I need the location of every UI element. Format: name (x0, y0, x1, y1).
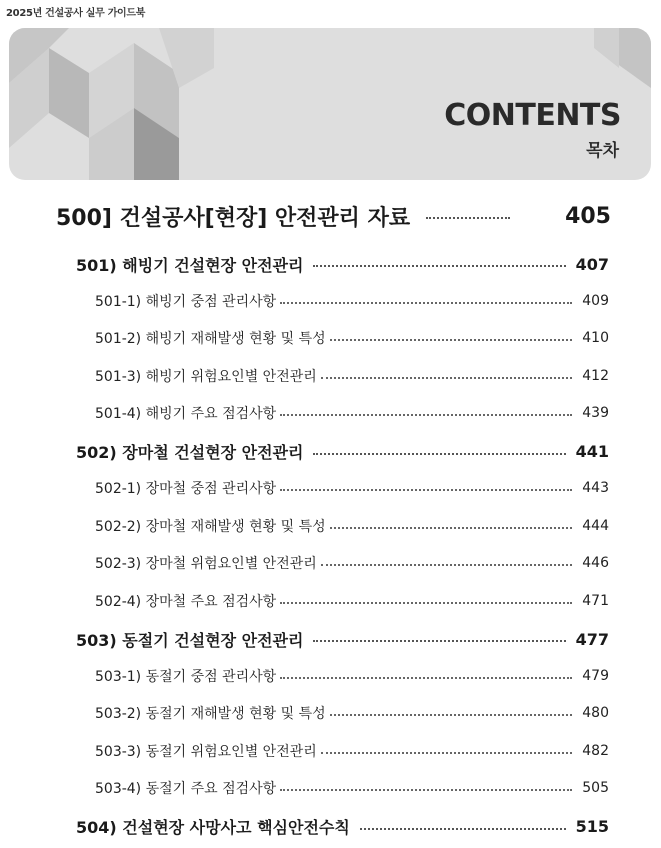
toc-subsection-page: 480 (582, 705, 609, 721)
toc-leader-dots (321, 564, 572, 566)
toc-leader-dots (360, 828, 566, 830)
contents-banner (9, 28, 651, 180)
toc-leader-dots (280, 602, 572, 604)
toc-section-entry[interactable] (76, 250, 609, 278)
toc-section-label: 501) 해빙기 건설현장 안전관리 (76, 255, 304, 275)
toc-subsection-entry[interactable] (95, 513, 609, 539)
toc-leader-dots (280, 789, 572, 791)
toc-leader-dots (426, 217, 510, 219)
toc-subsection-entry[interactable] (95, 588, 609, 614)
toc-section-label: 504) 건설현장 사망사고 핵심안전수칙 (76, 818, 350, 837)
contents-subtitle: 목차 (586, 141, 619, 161)
toc-subsection-label: 502-4) 장마철 주요 점검사항 (95, 593, 277, 610)
toc-leader-dots (330, 339, 573, 341)
toc-leader-dots (321, 377, 572, 379)
toc-section-page: 477 (575, 629, 609, 649)
toc-subsection-label: 503-2) 동절기 재해발생 현황 및 특성 (95, 706, 326, 722)
toc-subsection-page: 444 (582, 517, 609, 534)
toc-leader-dots (321, 752, 572, 754)
toc-subsection-page: 446 (582, 555, 609, 571)
toc-leader-dots (280, 414, 572, 416)
toc-section-page: 515 (575, 817, 609, 836)
toc-subsection-entry[interactable] (95, 363, 609, 389)
toc-subsection-label: 501-2) 해빙기 재해발생 현황 및 특성 (95, 331, 326, 347)
toc-section-label: 502) 장마철 건설현장 안전관리 (76, 443, 304, 462)
toc-subsection-label: 501-1) 해빙기 중점 관리사항 (95, 293, 277, 310)
toc-subsection-entry[interactable] (95, 288, 609, 314)
toc-section-page: 441 (575, 442, 609, 461)
toc-subsection-entry[interactable] (95, 738, 609, 764)
toc-leader-dots (280, 677, 572, 679)
toc-subsection-label: 501-3) 해빙기 위험요인별 안전관리 (95, 368, 317, 385)
toc-subsection-label: 503-1) 동절기 중점 관리사항 (95, 668, 277, 685)
toc-leader-dots (330, 714, 573, 716)
toc-subsection-page: 409 (582, 292, 609, 309)
toc-subsection-label: 503-4) 동절기 주요 점검사항 (95, 781, 277, 797)
toc-subsection-label: 502-3) 장마철 위험요인별 안전관리 (95, 556, 317, 572)
toc-leader-dots (280, 302, 572, 304)
toc-part-page: 405 (565, 203, 611, 229)
toc-subsection-page: 439 (582, 405, 609, 421)
contents-title: CONTENTS (444, 98, 621, 133)
toc-leader-dots (330, 527, 573, 529)
toc-section-entry[interactable] (76, 813, 609, 841)
toc-subsection-page: 471 (582, 592, 609, 609)
toc-subsection-page: 443 (582, 480, 609, 496)
toc-section-label: 503) 동절기 건설현장 안전관리 (76, 630, 304, 650)
toc-subsection-entry[interactable] (95, 663, 609, 689)
toc-subsection-entry[interactable] (95, 325, 609, 351)
toc-subsection-page: 482 (582, 742, 609, 759)
toc-subsection-page: 412 (582, 367, 609, 384)
toc-section-page: 407 (575, 254, 609, 274)
toc-subsection-entry[interactable] (95, 475, 609, 501)
toc-subsection-entry[interactable] (95, 400, 609, 426)
toc-subsection-page: 410 (582, 330, 609, 346)
toc-subsection-entry[interactable] (95, 550, 609, 576)
toc-leader-dots (313, 640, 565, 642)
toc-subsection-label: 503-3) 동절기 위험요인별 안전관리 (95, 743, 317, 760)
document-header-caption: 2025년 건설공사 실무 가이드북 (6, 8, 146, 19)
toc-part-entry[interactable] (56, 198, 611, 234)
toc-subsection-entry[interactable] (95, 775, 609, 801)
toc-leader-dots (313, 453, 565, 455)
toc-leader-dots (313, 265, 565, 267)
toc-section-entry[interactable] (76, 438, 609, 466)
toc-subsection-entry[interactable] (95, 700, 609, 726)
toc-subsection-label: 501-4) 해빙기 주요 점검사항 (95, 406, 277, 422)
toc-subsection-page: 505 (582, 780, 609, 796)
toc-leader-dots (280, 489, 572, 491)
toc-subsection-label: 502-1) 장마철 중점 관리사항 (95, 481, 277, 497)
toc-part-label: 500] 건설공사[현장] 안전관리 자료 (56, 205, 411, 231)
toc-subsection-page: 479 (582, 667, 609, 684)
toc-subsection-label: 502-2) 장마철 재해발생 현황 및 특성 (95, 518, 326, 535)
toc-section-entry[interactable] (76, 625, 609, 653)
